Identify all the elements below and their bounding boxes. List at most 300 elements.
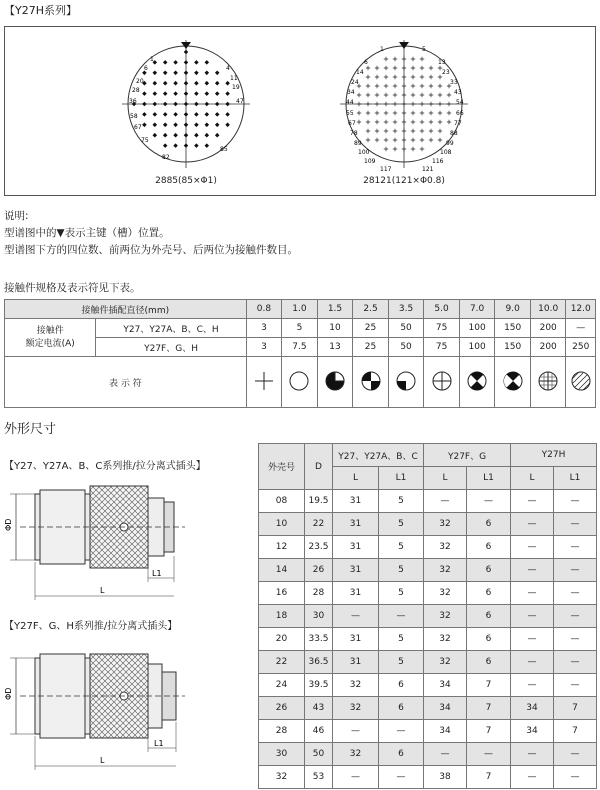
pin-dot: [163, 133, 168, 138]
table-cell: 32: [424, 628, 467, 651]
pin-number: 36: [129, 98, 137, 105]
pin-dot: [215, 81, 220, 86]
pin-number: 67: [348, 120, 356, 127]
current-cell: 7.5: [282, 338, 318, 357]
table-cell: 6: [467, 536, 511, 559]
pin-cross: [384, 93, 388, 97]
diameter-cell: 9.0: [495, 300, 531, 319]
table-cell: 34: [424, 674, 467, 697]
series-label: Y27F、G、H: [96, 338, 246, 357]
pin-cross: [384, 120, 388, 124]
pin-dot: [173, 143, 178, 148]
pin-cross: [411, 147, 415, 151]
table-cell: 6: [467, 605, 511, 628]
circle-cross-icon: [431, 370, 453, 392]
current-cell: 10: [317, 319, 353, 338]
pin-number: 108: [440, 149, 452, 156]
pin-cross: [429, 93, 433, 97]
pin-cross: [357, 120, 361, 124]
circle-three-quarter-icon: [324, 370, 346, 392]
table-cell: 5: [379, 582, 424, 605]
pin-dot: [184, 143, 189, 148]
pin-dot: [184, 133, 189, 138]
pin-dot: [194, 102, 199, 107]
table-cell: 32: [424, 582, 467, 605]
table-cell: 33.5: [305, 628, 333, 651]
pin-dot: [215, 102, 220, 107]
table-cell: 14: [259, 559, 305, 582]
pin-dot: [205, 143, 210, 148]
spec-intro: 接触件规格及表示符见下表。: [4, 282, 141, 294]
pin-dot: [173, 102, 178, 107]
table-cell: 31: [333, 536, 379, 559]
pin-dot: [184, 102, 189, 107]
pin-dot: [173, 81, 178, 86]
table-cell: —: [333, 720, 379, 743]
pin-dot: [184, 50, 189, 55]
pin-cross: [411, 102, 415, 106]
pin-cross: [384, 111, 388, 115]
pin-number: 85: [220, 146, 228, 153]
pin-cross: [384, 147, 388, 151]
col-group-2: Y27F、G: [424, 444, 511, 467]
pin-cross: [357, 102, 361, 106]
table-cell: 6: [467, 559, 511, 582]
face-right-caption: 28121(121×Φ0.8): [363, 176, 445, 186]
pin-cross: [375, 120, 379, 124]
table-cell: —: [554, 490, 597, 513]
pin-dot: [142, 102, 147, 107]
symbol-cell: [353, 357, 389, 408]
pin-number: 66: [456, 110, 464, 117]
table-cell: 7: [467, 766, 511, 789]
current-cell: 50: [388, 319, 424, 338]
plug-drawing-2: [0, 636, 252, 776]
pin-cross: [402, 129, 406, 133]
col-L: L: [333, 467, 379, 490]
table-cell: 31: [333, 559, 379, 582]
pin-cross: [429, 111, 433, 115]
table-cell: —: [424, 743, 467, 766]
symbol-cell: [566, 357, 596, 408]
pin-cross: [393, 75, 397, 79]
pin-dot: [184, 81, 189, 86]
current-cell: 13: [317, 338, 353, 357]
pin-number: 89: [354, 140, 362, 147]
pin-number: 88: [450, 130, 458, 137]
pin-dot: [163, 123, 168, 128]
table-cell: 6: [467, 513, 511, 536]
pin-cross: [375, 129, 379, 133]
table-row: [259, 766, 597, 789]
pin-number: 20: [136, 78, 144, 85]
pin-dot: [153, 81, 158, 86]
table-cell: 32: [333, 697, 379, 720]
table-cell: 7: [467, 720, 511, 743]
pin-cross: [420, 66, 424, 70]
pin-number: 24: [351, 79, 359, 86]
pin-number: 100: [358, 149, 370, 156]
circle-half-quarters-icon: [360, 370, 382, 392]
pin-dot: [194, 123, 199, 128]
pin-cross: [393, 120, 397, 124]
pin-cross: [393, 147, 397, 151]
pin-dot: [215, 71, 220, 76]
pin-dot: [184, 123, 189, 128]
notes-line-1: 型谱图中的▼表示主键（槽）位置。: [4, 227, 170, 239]
table-cell: —: [467, 743, 511, 766]
dim-label-L: L: [100, 756, 105, 765]
current-cell: 150: [495, 319, 531, 338]
pin-dot: [184, 60, 189, 65]
drawing-1-title: 【Y27、Y27A、B、C系列推/拉分离式插头】: [4, 461, 206, 472]
circle-grid-icon: [537, 370, 559, 392]
pin-cross: [429, 66, 433, 70]
pin-cross: [366, 75, 370, 79]
table-cell: 26: [305, 559, 333, 582]
table-cell: 31: [333, 582, 379, 605]
table-cell: 46: [305, 720, 333, 743]
current-cell: 100: [459, 319, 495, 338]
symbol-cell: [459, 357, 495, 408]
pin-cross: [366, 129, 370, 133]
table-row: [259, 490, 597, 513]
pin-cross: [375, 111, 379, 115]
table-row: [259, 513, 597, 536]
table-cell: —: [379, 605, 424, 628]
contact-spec-table: [4, 299, 596, 408]
table-cell: 39.5: [305, 674, 333, 697]
table-cell: —: [554, 559, 597, 582]
table-cell: —: [379, 766, 424, 789]
current-cell: 150: [495, 338, 531, 357]
pin-cross: [366, 111, 370, 115]
pin-dot: [163, 91, 168, 96]
pin-cross: [393, 111, 397, 115]
dim-label-L: L: [100, 586, 105, 595]
table-cell: 6: [379, 674, 424, 697]
pin-cross: [411, 120, 415, 124]
table-row: [259, 651, 597, 674]
pin-cross: [384, 75, 388, 79]
pin-number: 55: [346, 110, 354, 117]
pin-cross: [375, 102, 379, 106]
current-cell: 25: [353, 338, 389, 357]
current-cell: 100: [459, 338, 495, 357]
pin-cross: [402, 84, 406, 88]
circle-x-quarters-icon: [502, 370, 524, 392]
table-cell: 50: [305, 743, 333, 766]
pin-number: 47: [236, 98, 244, 105]
col-L1: L1: [554, 467, 597, 490]
current-cell: 75: [424, 319, 460, 338]
table-cell: —: [511, 651, 554, 674]
symbol-cell: [246, 357, 282, 408]
open-circle-icon: [288, 370, 310, 392]
table-cell: 5: [379, 559, 424, 582]
pin-dot: [225, 112, 230, 117]
pin-cross: [393, 66, 397, 70]
table-cell: 31: [333, 651, 379, 674]
current-cell: 3: [246, 319, 282, 338]
pin-dot: [173, 91, 178, 96]
pin-cross: [402, 147, 406, 151]
pin-cross: [402, 102, 406, 106]
pin-cross: [366, 93, 370, 97]
pin-cross: [402, 75, 406, 79]
pin-number: 6: [364, 59, 368, 66]
pin-cross: [438, 93, 442, 97]
pin-dot: [194, 143, 199, 148]
pin-number: 11: [230, 75, 238, 82]
current-cell: 200: [530, 319, 566, 338]
table-cell: 6: [467, 582, 511, 605]
current-cell: —: [566, 319, 596, 338]
pin-cross: [393, 129, 397, 133]
pin-cross: [393, 93, 397, 97]
pin-number: 78: [350, 130, 358, 137]
pin-cross: [411, 75, 415, 79]
pin-cross: [420, 111, 424, 115]
notes-line-2: 型谱图下方的四位数、前两位为外壳号、后两位为接触件数目。: [4, 244, 298, 256]
pin-number: 13: [438, 59, 446, 66]
table-row: [259, 674, 597, 697]
table-cell: 18: [259, 605, 305, 628]
diameter-cell: 3.5: [388, 300, 424, 319]
table-cell: —: [554, 605, 597, 628]
table-cell: 34: [424, 697, 467, 720]
table-cell: 7: [554, 720, 597, 743]
table-cell: 34: [511, 720, 554, 743]
table-cell: 32: [424, 536, 467, 559]
pin-dot: [194, 81, 199, 86]
table-cell: —: [511, 490, 554, 513]
table-cell: 12: [259, 536, 305, 559]
pin-cross: [375, 84, 379, 88]
key-marker-icon: [181, 42, 191, 49]
pin-number: 99: [446, 140, 454, 147]
pin-dot: [215, 123, 220, 128]
table-cell: 32: [424, 559, 467, 582]
table-cell: 31: [333, 513, 379, 536]
pin-cross: [375, 75, 379, 79]
pin-dot: [205, 60, 210, 65]
pin-cross: [438, 111, 442, 115]
pin-dot: [153, 133, 158, 138]
symbol-cell: [424, 357, 460, 408]
table-cell: —: [511, 766, 554, 789]
pin-cross: [411, 66, 415, 70]
current-label-line-1: 接触件: [36, 325, 64, 336]
dim-label-phiD: ΦD: [4, 518, 13, 531]
dim-label-phiD: ΦD: [4, 687, 13, 700]
pin-number: 58: [130, 113, 138, 120]
pin-cross: [447, 111, 451, 115]
pin-dot: [194, 133, 199, 138]
col-L1: L1: [379, 467, 424, 490]
table-cell: 32: [259, 766, 305, 789]
spec-current-row-1: [5, 319, 596, 338]
pin-number: 23: [442, 69, 450, 76]
pin-cross: [402, 66, 406, 70]
pin-dot: [205, 123, 210, 128]
pin-cross: [375, 66, 379, 70]
pin-number: 5: [422, 46, 426, 53]
pin-cross: [420, 102, 424, 106]
pin-cross: [366, 66, 370, 70]
symbol-cell: [282, 357, 318, 408]
pin-dot: [163, 112, 168, 117]
table-cell: 22: [305, 513, 333, 536]
table-cell: 32: [424, 513, 467, 536]
symbol-cell: [388, 357, 424, 408]
pin-cross: [357, 111, 361, 115]
table-cell: 24: [259, 674, 305, 697]
pin-dot: [194, 71, 199, 76]
table-cell: 34: [424, 720, 467, 743]
symbol-cell: [530, 357, 566, 408]
pin-cross: [366, 84, 370, 88]
table-cell: —: [333, 766, 379, 789]
pin-dot: [225, 91, 230, 96]
table-cell: 32: [424, 651, 467, 674]
pin-dot: [142, 123, 147, 128]
col-L: L: [511, 467, 554, 490]
pin-cross: [384, 66, 388, 70]
pin-dot: [163, 60, 168, 65]
table-cell: —: [467, 490, 511, 513]
table-cell: —: [554, 582, 597, 605]
col-D: D: [305, 444, 333, 490]
circle-hatched-icon: [570, 370, 592, 392]
pin-cross: [357, 93, 361, 97]
pin-number: 19: [232, 84, 240, 91]
table-cell: —: [554, 674, 597, 697]
pin-dot: [194, 91, 199, 96]
pin-cross: [438, 120, 442, 124]
pin-number: 1: [380, 46, 384, 53]
pin-cross: [366, 138, 370, 142]
dimension-table: [258, 443, 597, 789]
drawing-2-title: 【Y27F、G、H系列推/拉分离式插头】: [4, 621, 178, 632]
pin-cross: [447, 102, 451, 106]
current-cell: 250: [566, 338, 596, 357]
pin-dot: [194, 112, 199, 117]
pin-number: 117: [380, 166, 392, 173]
pin-dot: [205, 81, 210, 86]
pin-layout-drawings: [4, 26, 596, 196]
pin-number: 54: [456, 99, 464, 106]
pin-cross: [420, 129, 424, 133]
current-cell: 75: [424, 338, 460, 357]
spec-header-label: 接触件插配直径(mm): [5, 300, 247, 319]
col-L1: L1: [467, 467, 511, 490]
col-L: L: [424, 467, 467, 490]
spec-symbol-row: [5, 357, 596, 408]
pin-number: 43: [454, 89, 462, 96]
table-cell: 5: [379, 513, 424, 536]
pin-cross: [411, 57, 415, 61]
face-left-caption: 2885(85×Φ1): [155, 176, 217, 186]
table-row: [259, 628, 597, 651]
pin-number: 67: [134, 124, 142, 131]
table-row: [259, 559, 597, 582]
pin-number: 44: [346, 99, 354, 106]
table-cell: 6: [379, 743, 424, 766]
pin-number: 121: [422, 166, 434, 173]
pin-cross: [402, 120, 406, 124]
pin-number: 34: [347, 89, 355, 96]
pin-dot: [205, 102, 210, 107]
pin-dot: [163, 102, 168, 107]
notes-label: 说明:: [4, 210, 29, 222]
pin-cross: [438, 138, 442, 142]
pin-dot: [173, 112, 178, 117]
diameter-cell: 1.0: [282, 300, 318, 319]
pin-number: 14: [356, 69, 364, 76]
diameter-cell: 0.8: [246, 300, 282, 319]
pin-cross: [429, 129, 433, 133]
pin-dot: [215, 133, 220, 138]
face-left-85pin: [122, 40, 250, 168]
table-cell: —: [511, 743, 554, 766]
table-cell: 23.5: [305, 536, 333, 559]
pin-cross: [429, 120, 433, 124]
table-cell: 7: [554, 697, 597, 720]
table-cell: 5: [379, 536, 424, 559]
table-cell: —: [511, 605, 554, 628]
diameter-cell: 7.0: [459, 300, 495, 319]
pin-dot: [184, 91, 189, 96]
pin-dot: [153, 102, 158, 107]
table-cell: —: [554, 651, 597, 674]
pin-cross: [384, 84, 388, 88]
pin-cross: [420, 57, 424, 61]
cross-symbol-icon: [253, 370, 275, 392]
pin-cross: [411, 138, 415, 142]
pin-number: 82: [162, 154, 170, 161]
pin-dot: [173, 133, 178, 138]
pin-cross: [402, 138, 406, 142]
pin-cross: [429, 75, 433, 79]
pin-cross: [447, 93, 451, 97]
pin-cross: [402, 57, 406, 61]
pin-dot: [184, 112, 189, 117]
pin-number: 33: [450, 79, 458, 86]
pin-dot: [153, 91, 158, 96]
pin-dot: [142, 91, 147, 96]
table-cell: 32: [333, 743, 379, 766]
table-cell: 34: [511, 697, 554, 720]
pin-cross: [402, 93, 406, 97]
pin-cross: [393, 102, 397, 106]
pin-dot: [205, 112, 210, 117]
pin-dot: [225, 123, 230, 128]
pin-cross: [438, 102, 442, 106]
pin-dot: [173, 71, 178, 76]
pin-number: 28: [132, 87, 140, 94]
table-cell: 31: [333, 490, 379, 513]
current-label-line-2: 额定电流(A): [25, 338, 75, 349]
pin-cross: [402, 111, 406, 115]
table-row: [259, 605, 597, 628]
table-cell: 7: [467, 697, 511, 720]
pin-cross: [438, 129, 442, 133]
series-label: Y27、Y27A、B、C、H: [96, 319, 246, 338]
pin-cross: [420, 84, 424, 88]
pin-dot: [215, 112, 220, 117]
table-cell: 36.5: [305, 651, 333, 674]
